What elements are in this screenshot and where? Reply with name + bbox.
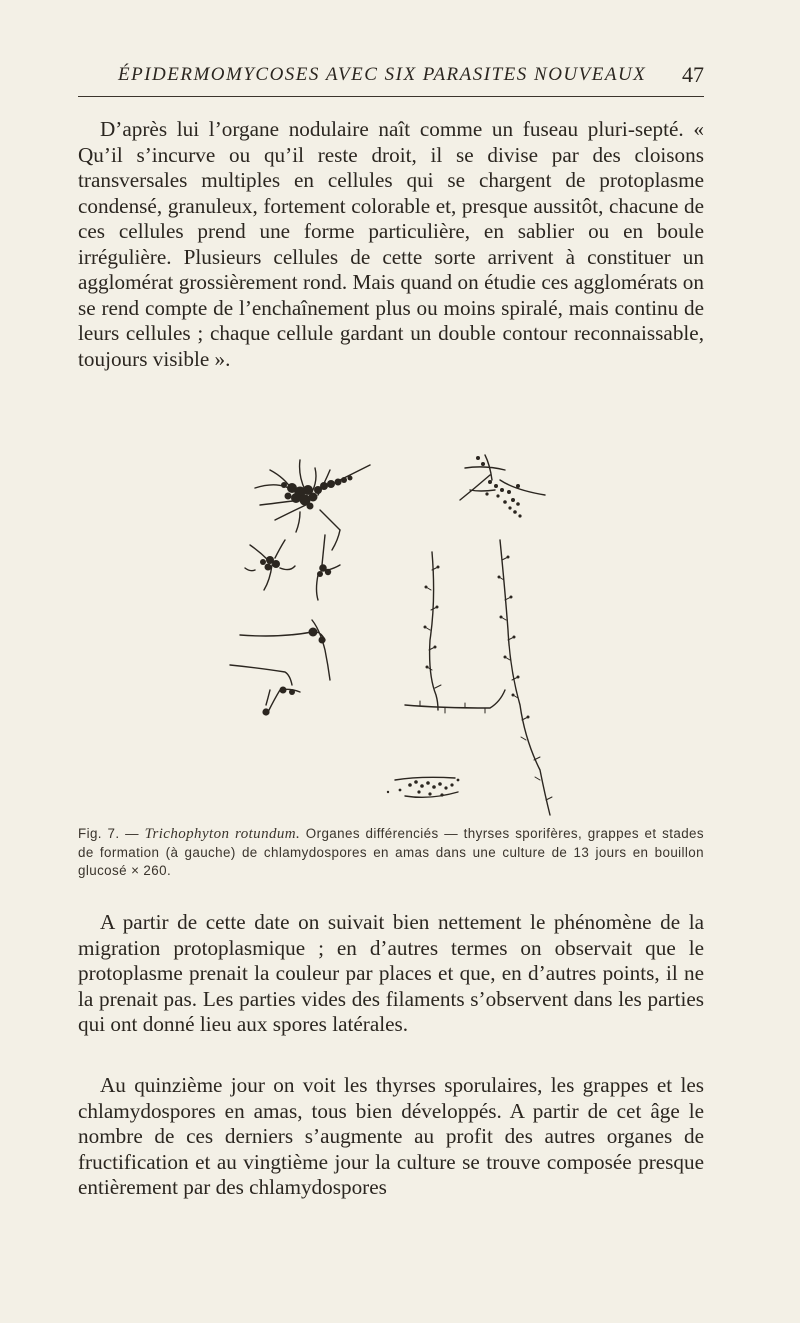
page-number: 47 bbox=[682, 62, 704, 87]
figure-caption bbox=[78, 825, 704, 881]
figure-illustration bbox=[200, 440, 600, 825]
running-header bbox=[78, 62, 704, 97]
paragraph-3: Au quinzième jour on voit les thyrses sporulaires, les grappes et les chlamydospores en amas, tous bien développés. A partir de cet âge le nombre de ces derniers s’augmente au profit des autres organes de fructification et au vingtième jour la culture se trouve composée presque entièrement par des chlamydospores bbox=[78, 1073, 704, 1199]
paragraph-2: A partir de cette date on suivait bien nettement le phénomène de la migration protoplasmique ; en d’autres termes on observait que le protoplasme prenait la couleur par places et que, en d’autres points, il ne la prenait pas. Les parties vides des filaments s’observent dans les parties qui ont donné lieu aux spores latérales. bbox=[78, 910, 704, 1036]
caption-text: Organes différenciés — thyrses sporifères, grappes et stades de formation (à gauche) de chlamydospores en amas dans une culture de 13 jours en bouillon glucosé × 260. bbox=[78, 826, 705, 878]
paragraph-1: D’après lui l’organe nodulaire naît comme un fuseau pluri-septé. « Qu’il s’incurve ou qu’il reste droit, il se divise par des cloisons transversales multiples en cellules qui se chargent de protoplasme condensé, granuleux, fortement colorable et, presque aussitôt, chacune de ces cellules prend une forme particulière, en sablier ou en boule irrégulière. Plusieurs cellules de cette sorte arrivent à constituer un agglomérat grossièrement rond. Mais quand on étudie ces agglomérats on se rend compte de l’enchaînement plus ou moins spiralé, mais continu de leurs cellules ; chaque cellule gardant un double contour reconnaissable, toujours visible ». bbox=[78, 117, 704, 371]
running-title: ÉPIDERMOMYCOSES AVEC SIX PARASITES NOUVEAUX bbox=[118, 64, 647, 85]
caption-species: Trichophyton rotundum. bbox=[144, 826, 301, 842]
caption-label: Fig. 7. — bbox=[78, 826, 139, 841]
